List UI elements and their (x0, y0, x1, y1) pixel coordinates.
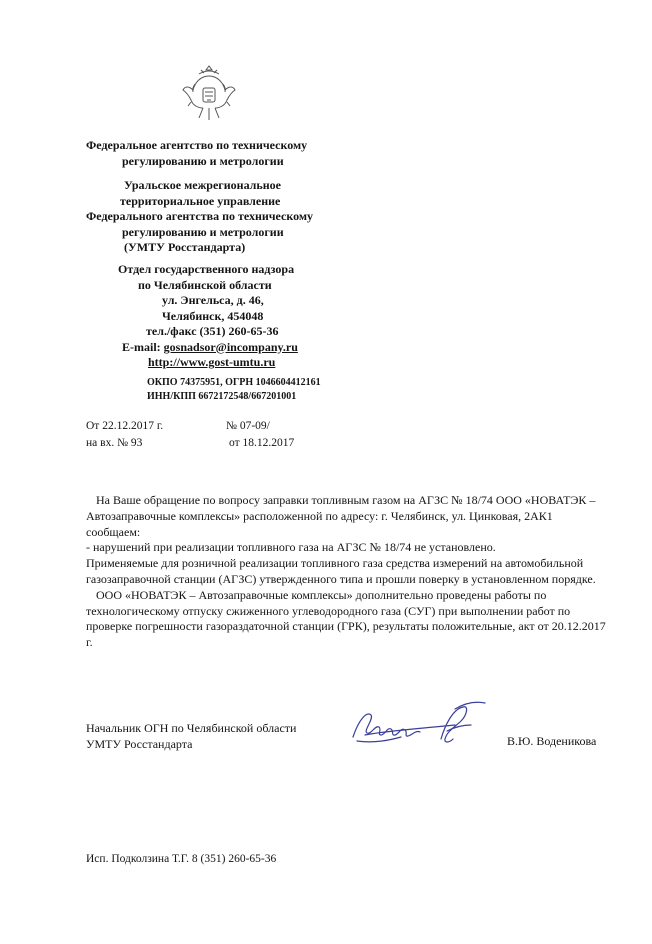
agency-line: Федеральное агентство по техническому (86, 138, 308, 152)
phone-line: тел./факс (351) 260-65-36 (146, 324, 279, 338)
regional-line: территориальное управление (120, 193, 281, 208)
department-line: Отдел государственного надзора (118, 262, 295, 276)
body-paragraph: - нарушений при реализации топливного газа на АГЗС № 18/74 не установлено. (86, 540, 496, 555)
reference-block (86, 418, 295, 452)
coat-of-arms-icon (181, 60, 237, 124)
body-paragraph: На Ваше обращение по вопросу заправки топливным газом на АГЗС № 18/74 ООО «НОВАТЭК – Автозаправочные комплексы» расположенной по адресу: г. Челябинск, ул. Цинковая, 2АК1 сообщаем: (86, 493, 596, 539)
website-link[interactable]: http://www.gost-umtu.ru (148, 355, 276, 369)
signatory-title (86, 720, 296, 752)
email-label: E-mail: (122, 339, 164, 354)
website-line (86, 355, 386, 371)
signatory-title-line: Начальник ОГН по Челябинской области (86, 721, 297, 735)
executor-line: Исп. Подколзина Т.Г. 8 (351) 260-65-36 (86, 853, 277, 865)
okpo-ogrn: ОКПО 74375951, ОГРН 1046604412161 (147, 377, 321, 388)
outgoing-date: От 22.12.2017 г. (86, 420, 164, 432)
department-line: по Челябинской области (138, 277, 272, 292)
regional-line: регулированию и метрологии (122, 224, 284, 239)
incoming-date: от 18.12.2017 (229, 437, 295, 449)
email-link[interactable]: gosnadsor@incompany.ru (163, 339, 298, 354)
regional-office-header (86, 178, 386, 256)
body-paragraph: Применяемые для розничной реализации топливного газа средства измерений на автомобильной газозаправочной станции (АГЗС) утвержденного типа и прошли поверку в установленном порядке. (86, 556, 596, 586)
department-header (86, 262, 386, 371)
regional-line: (УМТУ Росстандарта) (124, 240, 246, 254)
incoming-number: на вх. № 93 (86, 437, 143, 449)
regional-line: Федерального агентства по техническому (86, 209, 314, 223)
handwritten-signature (345, 695, 495, 755)
address-line: Челябинск, 454048 (162, 308, 264, 323)
agency-line: регулированию и метрологии (122, 153, 284, 168)
signatory-name: В.Ю. Воденикова (507, 734, 597, 748)
letter-body (86, 493, 606, 651)
inn-kpp: ИНН/КПП 6672172548/667201001 (147, 391, 297, 402)
address-line: ул. Энгельса, д. 46, (162, 293, 264, 307)
email-line (86, 340, 386, 356)
signatory-title-line: УМТУ Росстандарта (86, 737, 193, 751)
body-paragraph: ООО «НОВАТЭК – Автозаправочные комплексы» дополнительно проведены работы по технологическому отпуску сжиженного углеводородного газа (СУГ) при выполнении работ по проверке погрешности газораздаточной станции (ГРК), результаты положительные, акт от 20.12.2017 г. (86, 587, 606, 650)
agency-header (86, 138, 386, 169)
regional-line: Уральское межрегиональное (124, 178, 281, 192)
registration-ids (147, 376, 447, 404)
outgoing-number: № 07-09/ (226, 420, 270, 432)
